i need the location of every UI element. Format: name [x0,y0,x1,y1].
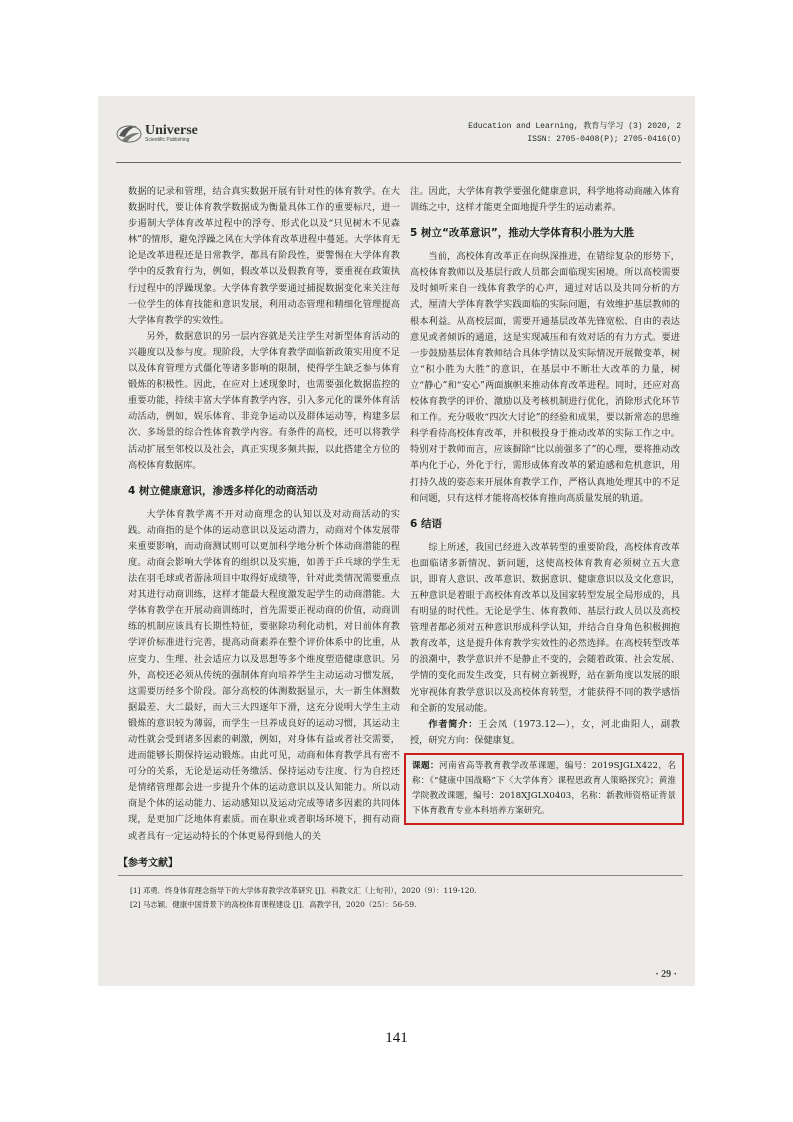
paragraph: 大学体育教学离不开对动商理念的认知以及对动商活动的实践。动商指的是个体的运动意识以及运动潜力，动商对个体发展带来重要影响，而动商测试则可以更加科学地分析个体动商潜能的程度。动商会影响大学体育的组织以及实施，如善于乒乓球的学生无法在羽毛球或者游泳项目中取得好成绩等，针对此类情况需要重点对其进行动商训练，这样才能最大程度激发起学生的动商潜能。大学体育教学在开展动商训练时，首先需要正视动商的价值，动商训练的机制应该具有长期性特征，要驱除功利化动机，对日前体育教学评价标准进行完善，提高动商素养在整个评价体系中的比重，从应变力、生理、社会适应力以及思想等多个维度塑造健康意识。另外，高校还必须从传统的强制体育向培养学生主动运动习惯发展，这需要历经多个阶段。部分高校的体测数据显示，大一新生体测数据最差、大二最好，而大三大四逐年下滑，这充分说明大学生主动锻炼的意识较为薄弱，而学生一旦养成良好的运动习惯，其运动主动性就会受到诸多因素的刺激，例如，对身体有益或者社交需要，进而能够长期保持运动锻炼。由此可见，动商和体育教学具有密不可分的关系，无论是运动任务缴活、保持运动专注度、行为自控还是情绪管理都会进一步提升个体的运动意识以及认知能力。所以动商是个体的运动能力、运动感知以及运动完成等诸多因素的共同体现，是更加广泛地体育素质。而在职业或者职场环境下，拥有动商或者具有一定运动特长的个体更易得到他人的关 [128,508,400,842]
references [118,854,683,912]
left-column [128,184,400,845]
journal-info [468,120,681,146]
logo-name: Universe [145,122,198,138]
project-label: 课题： [412,760,439,771]
journal-title: Education and Learning, 教育与学习 (3) 2020, 2 [468,122,681,131]
reference-item: [1] 邓勇．终身体育理念指导下的大学体育教学改革研究 [J]．科教文汇（上旬刊），2020（9）：119-120. [130,886,477,895]
section-heading-5: 5 树立“改革意识”，推动大学体育积小胜为大胜 [410,227,635,240]
journal-folio: · 29 · [655,969,677,980]
references-rule [118,875,683,876]
page-number: 141 [385,1030,408,1046]
page-header [116,116,681,156]
paragraph: 另外，数据意识的另一层内容就是关注学生对新型体育活动的兴趣度以及参与度。现阶段，大学体育教学面临新政策实用度不足以及体育管理方式僵化等诸多影响的限制，使得学生缺乏参与体育锻炼的积极性。因此，在应对上述现象时，也需要强化数据监控的重要功能，持续丰富大学体育教学内容，引入多元化的课外体育活动活动，例如，娱乐体育、非竞争运动以及群体运动等，构建多层次、多场景的综合性体育教学内容。有条件的高校，还可以将教学活动扩展至邻校以及社会，真正实现多频共振，以此搭建全方位的高校体育数据库。 [128,330,400,471]
publisher-logo [116,122,198,144]
paragraph: 综上所述，我国已经进入改革转型的重要阶段，高校体育改革也面临诸多新情况、新问题，这使高校体育教育必须树立五大意识，即育人意识、改革意识、数据意识、健康意识以及文化意识，五种意识是着眼于高校体育改革以及国家转型发展全局形成的，具有明显的时代性。无论是学生、体育教师、基层行政人员以及高校管理者都必须对五种意识形成科学认知，并结合自身角色积极拥抱教育改革，这是提升体育教学实效性的必然选择。在高校转型改革的浪潮中，教学意识并不是静止不变的，会随着政策、社会发展、学情的变化而发生改变，只有树立新视野，站在新角度以发展的眼光审视体育教学意识以及高校体育转型，才能获得不同的教学感悟和全新的发展动能。 [410,541,680,714]
universe-logo-icon [116,122,142,144]
reference-item: [2] 马志颖．健康中国背景下的高校体育课程建设 [J]．高教学刊，2020（25）：56-59. [130,900,417,909]
logo-subtitle: Scientific Publishing [145,136,190,143]
right-column [410,184,680,825]
project-info-highlight-box [404,753,684,825]
author-label: 作者简介： [428,718,479,730]
paragraph: 数据的记录和管理，结合真实数据开展有针对性的体育教学。在大数据时代，要让体育教学数据成为衡量具体工作的重要标尺，进一步遏制大学体育改革过程中的浮夸、形式化以及“只见树木不见森林”的情形，避免浮躁之风在大学体育改革进程中蔓延。大学体育无论是改革进程还是日常教学，都具有阶段性，要警惕在大学体育教学中的反教育行为，例如，假改革以及假教育等，要重视在政策执行过程中的浮躁现象。大学体育教学要通过捕捉数据变化来关注每一位学生的体育技能和意识发展，利用动态管理和精细化管理提高大学体育教学的实效性。 [128,186,400,326]
paragraph: 当前，高校体育改革正在向纵深推进，在错综复杂的形势下，高校体育教师以及基层行政人员都会面临现实困境。所以高校需要及时倾听来自一线体育教学的心声，通过对话以及共同分析的方式，厘清大学体育教学实践面临的实际问题，有效维护基层教师的根本利益。从高校层面，需要开通基层改革先锋宽松、自由的表达意见或者倾诉的通道，这是实现减压和有效对话的有力方式。要进一步鼓励基层体育教师结合具体学情以及实际情况开展微变革，树立“积小胜为大胜”的意识，在基层中不断壮大改革的力量，树立“静心”和“安心”两面旗帜来推动体育改革进程。同时，还应对高校体育教学的评价、激励以及考核机制进行优化，消除形式化环节和工作。充分吸收“四次大讨论”的经验和成果，要以新常态的思维科学看待高校体育改革，并积极投身于推动改革的实际工作之中。特别对于教师而言，应该摒除“比以前强多了”的心理，要将推动改革内化于心，外化于行，需形成体育改革的紧迫感和危机意识，用打持久战的姿态来开展体育教学工作，严格认真地处理其中的不足和问题，只有这样才能将高校体育推向高质量发展的轨道。 [410,251,680,504]
journal-issn: ISSN: 2705-0408(P); 2705-0416(O) [527,135,681,144]
paragraph: 注。因此，大学体育教学要强化健康意识，科学地将动商融入体育训练之中，这样才能更全面地提升学生的运动素养。 [410,186,680,214]
section-heading-4: 4 树立健康意识，渗透多样化的动商活动 [128,484,318,497]
author-bio [410,717,680,749]
header-rule [116,162,681,163]
references-title: 【参考文献】 [118,858,178,869]
section-heading-6: 6 结语 [410,517,442,530]
project-text: 河南省高等教育教学改革课题，编号：2019SJGLX422，名称：《“健康中国战略”下〈大学体育〉课程思政育人策略探究》；黄淮学院教改课题，编号：2018XJGLX0403，名称：新教师资格证背景下体育教育专业本科培养方案研究。 [412,760,676,816]
scanned-page [98,96,695,986]
author-text: 王会凤（1973.12—），女，河北曲阳人，副教授，研究方向：保健康复。 [410,718,680,746]
